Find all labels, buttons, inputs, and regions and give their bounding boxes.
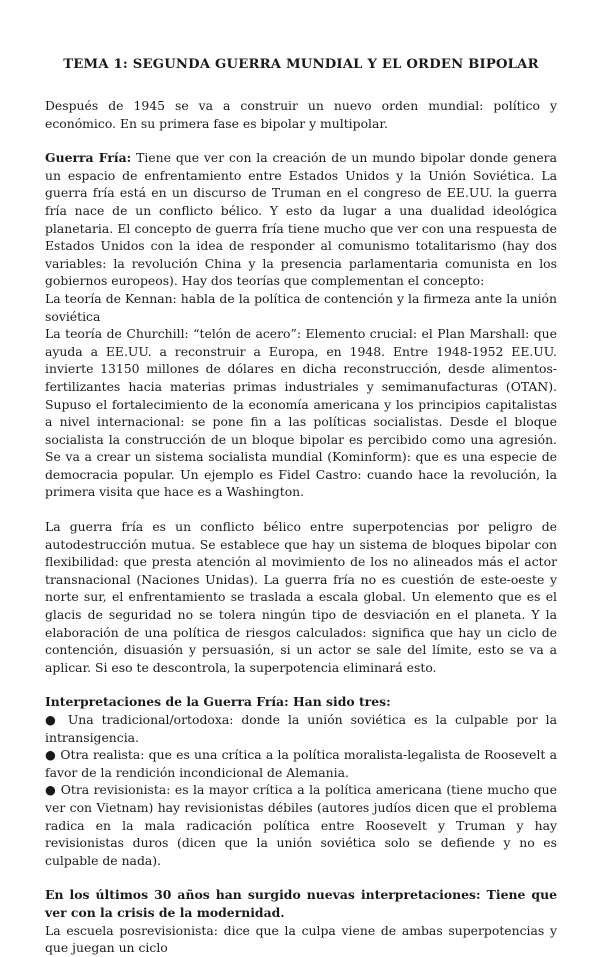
ultimos-heading-text: En los últimos 30 años han surgido nuevas interpretaciones: Tiene que ver con la crisis de la modernidad. — [45, 887, 557, 920]
interpretaciones-heading-text: Interpretaciones de la Guerra Fría: Han sido tres: — [45, 694, 391, 710]
posrevisionista-paragraph: La escuela posrevisionista: dice que la culpa viene de ambas superpotencias y que juegan un ciclo — [45, 922, 557, 956]
page-title: TEMA 1: SEGUNDA GUERRA MUNDIAL Y EL ORDEN BIPOLAR — [63, 57, 539, 72]
churchill-paragraph: La teoría de Churchill: “telón de acero”: Elemento crucial: el Plan Marshall: que ayuda a EE.UU. a reconstruir a Europa, en 1948. Entre 1948-1952 EE.UU. invierte 13150 millones de dólares en dicha reconstrucción, desde alimentos-fertilizantes hacia materias primas industriales y semimanufacturas (OTAN). Supuso el fortalecimiento de la economía americana y los principios capitalistas a nivel internacional: se pone fin a las políticas socialistas. Desde el bloque socialista la construcción de un bloque bipolar es percibido como una agresión. Se va a crear un sistema socialista mundial (Kominform): que es una especie de democracia popular. Un ejemplo es Fidel Castro: cuando hace la revolución, la primera visita que hace es a Washington. — [45, 326, 557, 500]
interpretacion-item: ● Otra revisionista: es la mayor crítica a la política americana (tiene mucho que ver con Vietnam) hay revisionistas débiles (autores judíos dicen que el problema radica en la mala radicación política entre Roosevelt y Truman y hay revisionistas duros (dicen que la unión soviética solo se defiende y no es culpable de nada). — [45, 781, 557, 869]
interpretacion-item: ● Una tradicional/ortodoxa: donde la unión soviética es la culpable por la intransigencia. — [45, 711, 557, 746]
guerra-fria-body: Tiene que ver con la creación de un mundo bipolar donde genera un espacio de enfrentamiento entre Estados Unidos y la Unión Soviética. La guerra fría está en un discurso de Truman en el congreso de EE.UU. la guerra fría nace de un conflicto bélico. Y esto da lugar a una dualidad ideológica planetaria. El concepto de guerra fría tiene mucho que ver con una respuesta de Estados Unidos con la idea de responder al comunismo totalitarismo (hay dos variables: la revolución China y la presencia parlamentaria comunista en los gobiernos europeos). Hay dos teorías que complementan el concepto: — [45, 150, 557, 289]
conflicto-paragraph: La guerra fría es un conflicto bélico entre superpotencias por peligro de autodestrucción mutua. Se establece que hay un sistema de bloques bipolar con flexibilidad: que presta atención al movimiento de los no alineados más el actor transnacional (Naciones Unidas). La guerra fría no es cuestión de este-oeste y norte sur, el enfrentamiento se traslada a escala global. Un elemento que es el glacis de seguridad no se tolera ningún tipo de desviación en el planeta. Y la elaboración de una política de riesgos calculados: significa que hay un ciclo de contención, disuasión y persuasión, si un actor se sale del límite, esto se va a aplicar. Si eso te descontrola, la superpotencia eliminará esto. — [45, 519, 557, 675]
kennan-paragraph: La teoría de Kennan: habla de la política de contención y la firmeza ante la unión soviética — [45, 290, 557, 324]
ultimos-heading — [45, 886, 557, 921]
intro-paragraph: Después de 1945 se va a construir un nuevo orden mundial: político y económico. En su primera fase es bipolar y multipolar. — [45, 98, 557, 131]
guerra-fria-paragraph — [45, 149, 557, 290]
document-page — [45, 56, 557, 957]
interpretaciones-heading — [45, 693, 557, 711]
interpretacion-item: ● Otra realista: que es una crítica a la política moralista-legalista de Roosevelt a favor de la rendición incondicional de Alemania. — [45, 746, 557, 781]
guerra-fria-heading: Guerra Fría: — [45, 150, 132, 166]
